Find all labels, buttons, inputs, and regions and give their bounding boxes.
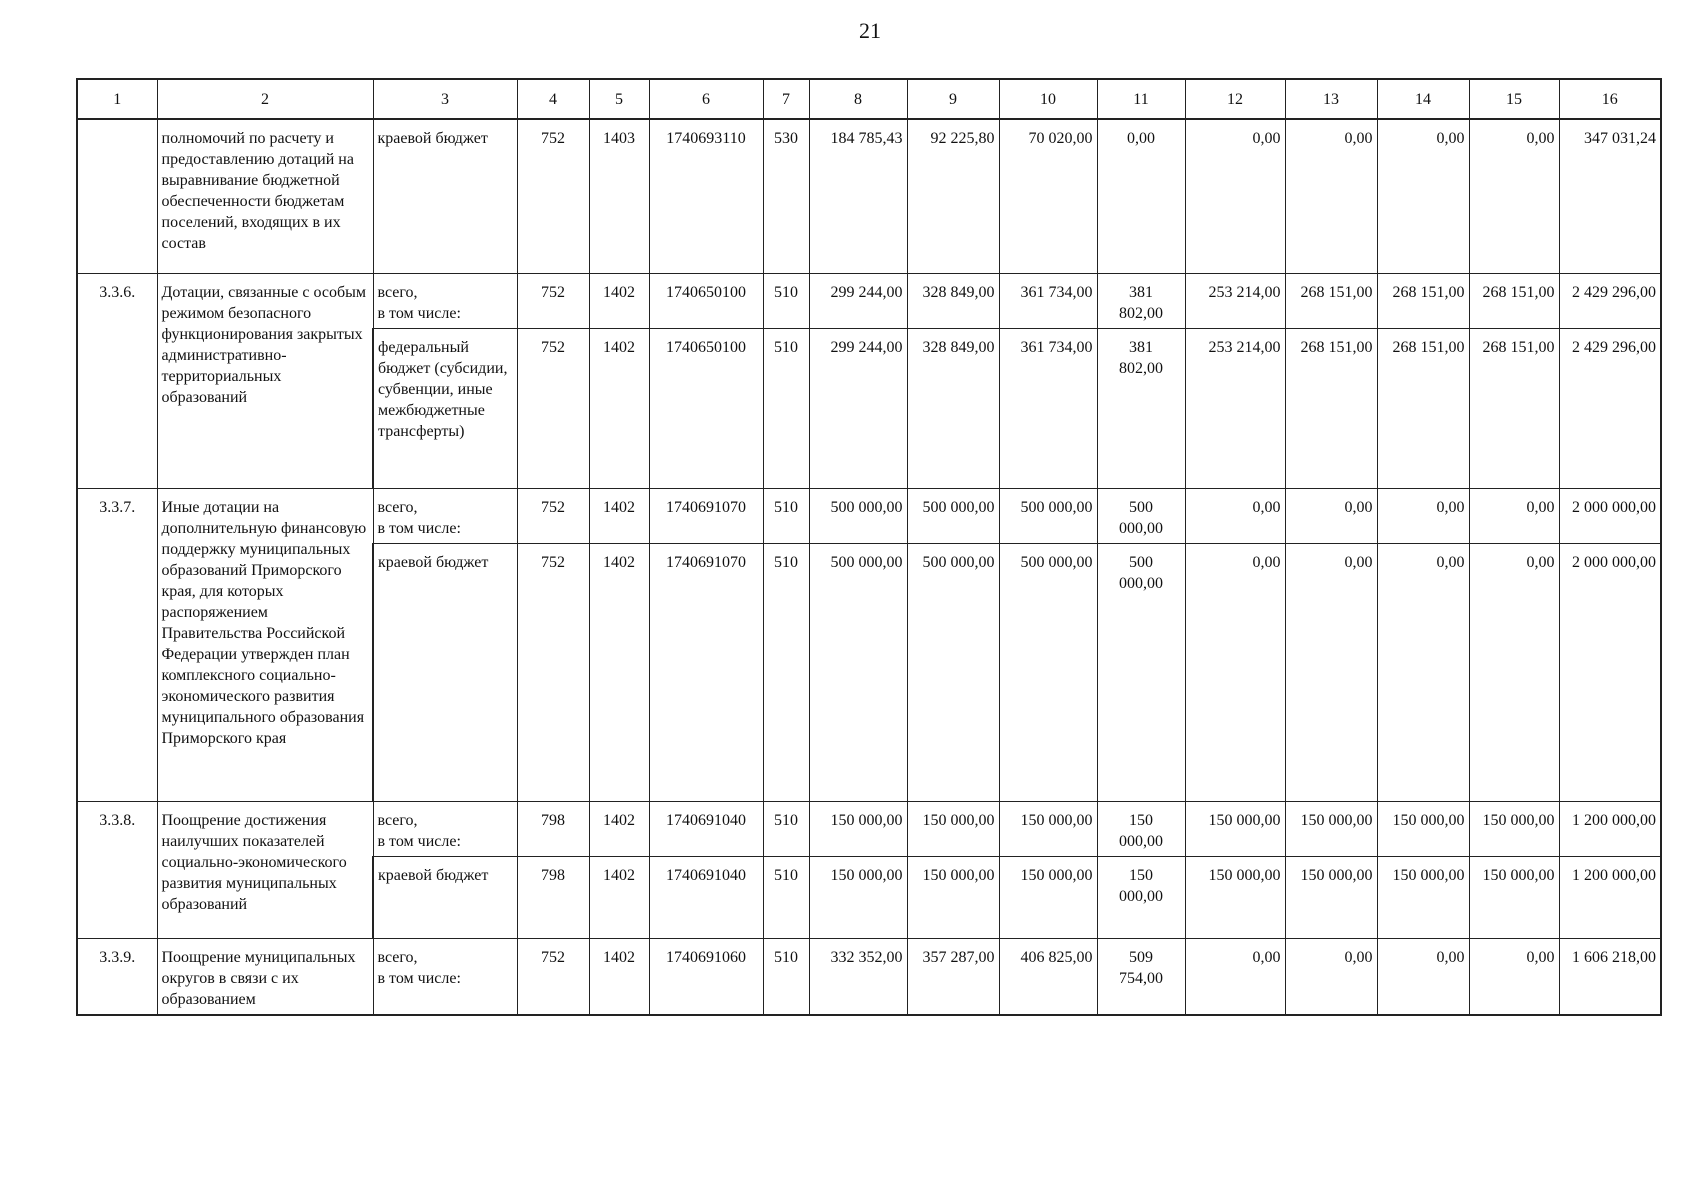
section-code: 1402 bbox=[589, 543, 649, 801]
amount-year-3: 150 000,00 bbox=[999, 856, 1097, 938]
amount-year-4: 500 000,00 bbox=[1097, 543, 1185, 801]
column-header: 1 bbox=[77, 79, 157, 119]
table-row bbox=[77, 119, 1661, 273]
column-header: 16 bbox=[1559, 79, 1661, 119]
grbs-code: 798 bbox=[517, 801, 589, 856]
amount-year-8: 268 151,00 bbox=[1469, 273, 1559, 328]
item-number: 3.3.9. bbox=[77, 938, 157, 1015]
page-number: 21 bbox=[859, 18, 881, 43]
expense-type-code: 510 bbox=[763, 488, 809, 543]
target-article-code: 1740691040 bbox=[649, 801, 763, 856]
amount-year-3: 150 000,00 bbox=[999, 801, 1097, 856]
expense-type-code: 510 bbox=[763, 328, 809, 488]
amount-year-5: 150 000,00 bbox=[1185, 801, 1285, 856]
amount-year-2: 357 287,00 bbox=[907, 938, 999, 1015]
grbs-code: 752 bbox=[517, 328, 589, 488]
funding-source: федеральный бюджет (субсидии, субвенции, иные межбюджетные трансферты) bbox=[373, 328, 517, 488]
expense-type-code: 510 bbox=[763, 273, 809, 328]
amount-year-4: 381 802,00 bbox=[1097, 328, 1185, 488]
amount-year-3: 406 825,00 bbox=[999, 938, 1097, 1015]
amount-total: 2 000 000,00 bbox=[1559, 543, 1661, 801]
target-article-code: 1740650100 bbox=[649, 328, 763, 488]
funding-source: всего, в том числе: bbox=[373, 801, 517, 856]
amount-year-5: 0,00 bbox=[1185, 119, 1285, 273]
amount-year-8: 150 000,00 bbox=[1469, 856, 1559, 938]
section-code: 1402 bbox=[589, 801, 649, 856]
amount-year-1: 332 352,00 bbox=[809, 938, 907, 1015]
amount-year-1: 299 244,00 bbox=[809, 328, 907, 488]
grbs-code: 752 bbox=[517, 273, 589, 328]
amount-year-2: 150 000,00 bbox=[907, 801, 999, 856]
amount-year-8: 268 151,00 bbox=[1469, 328, 1559, 488]
amount-total: 2 000 000,00 bbox=[1559, 488, 1661, 543]
funding-source: всего, в том числе: bbox=[373, 488, 517, 543]
grbs-code: 752 bbox=[517, 119, 589, 273]
column-header: 12 bbox=[1185, 79, 1285, 119]
column-header: 2 bbox=[157, 79, 373, 119]
expense-type-code: 510 bbox=[763, 801, 809, 856]
amount-year-6: 0,00 bbox=[1285, 543, 1377, 801]
item-description: Поощрение достижения наилучших показателей социально-экономического развития муниципальных образований bbox=[157, 801, 373, 938]
amount-year-3: 500 000,00 bbox=[999, 543, 1097, 801]
column-header: 15 bbox=[1469, 79, 1559, 119]
amount-year-7: 150 000,00 bbox=[1377, 801, 1469, 856]
amount-year-2: 150 000,00 bbox=[907, 856, 999, 938]
target-article-code: 1740691070 bbox=[649, 488, 763, 543]
amount-year-2: 328 849,00 bbox=[907, 273, 999, 328]
amount-year-4: 150 000,00 bbox=[1097, 801, 1185, 856]
amount-year-6: 268 151,00 bbox=[1285, 328, 1377, 488]
amount-year-7: 0,00 bbox=[1377, 488, 1469, 543]
funding-source: краевой бюджет bbox=[373, 856, 517, 938]
amount-year-2: 92 225,80 bbox=[907, 119, 999, 273]
amount-year-5: 150 000,00 bbox=[1185, 856, 1285, 938]
amount-year-5: 0,00 bbox=[1185, 543, 1285, 801]
section-code: 1402 bbox=[589, 938, 649, 1015]
amount-year-1: 500 000,00 bbox=[809, 543, 907, 801]
amount-year-4: 381 802,00 bbox=[1097, 273, 1185, 328]
column-header: 4 bbox=[517, 79, 589, 119]
section-code: 1402 bbox=[589, 328, 649, 488]
column-header: 8 bbox=[809, 79, 907, 119]
table-row bbox=[77, 488, 1661, 543]
table-row bbox=[77, 938, 1661, 1015]
amount-year-1: 184 785,43 bbox=[809, 119, 907, 273]
amount-total: 347 031,24 bbox=[1559, 119, 1661, 273]
section-code: 1402 bbox=[589, 273, 649, 328]
item-number: 3.3.6. bbox=[77, 273, 157, 488]
column-header: 13 bbox=[1285, 79, 1377, 119]
amount-year-4: 150 000,00 bbox=[1097, 856, 1185, 938]
amount-year-3: 361 734,00 bbox=[999, 328, 1097, 488]
grbs-code: 752 bbox=[517, 938, 589, 1015]
amount-total: 1 606 218,00 bbox=[1559, 938, 1661, 1015]
table-body bbox=[77, 119, 1661, 1015]
expense-type-code: 510 bbox=[763, 938, 809, 1015]
amount-year-6: 150 000,00 bbox=[1285, 856, 1377, 938]
column-header: 5 bbox=[589, 79, 649, 119]
amount-year-1: 150 000,00 bbox=[809, 801, 907, 856]
amount-year-4: 0,00 bbox=[1097, 119, 1185, 273]
item-number: 3.3.8. bbox=[77, 801, 157, 938]
amount-total: 2 429 296,00 bbox=[1559, 328, 1661, 488]
grbs-code: 798 bbox=[517, 856, 589, 938]
target-article-code: 1740691060 bbox=[649, 938, 763, 1015]
column-header: 11 bbox=[1097, 79, 1185, 119]
amount-year-5: 253 214,00 bbox=[1185, 328, 1285, 488]
amount-year-3: 500 000,00 bbox=[999, 488, 1097, 543]
expense-type-code: 510 bbox=[763, 856, 809, 938]
column-header: 3 bbox=[373, 79, 517, 119]
amount-year-2: 500 000,00 bbox=[907, 543, 999, 801]
amount-year-4: 509 754,00 bbox=[1097, 938, 1185, 1015]
amount-year-8: 0,00 bbox=[1469, 488, 1559, 543]
column-number-row bbox=[77, 79, 1661, 119]
amount-year-6: 0,00 bbox=[1285, 119, 1377, 273]
budget-table bbox=[76, 78, 1662, 1016]
item-number bbox=[77, 119, 157, 273]
target-article-code: 1740691070 bbox=[649, 543, 763, 801]
section-code: 1402 bbox=[589, 488, 649, 543]
amount-year-7: 0,00 bbox=[1377, 543, 1469, 801]
amount-year-3: 70 020,00 bbox=[999, 119, 1097, 273]
amount-year-4: 500 000,00 bbox=[1097, 488, 1185, 543]
amount-year-5: 253 214,00 bbox=[1185, 273, 1285, 328]
amount-year-6: 0,00 bbox=[1285, 488, 1377, 543]
column-header: 14 bbox=[1377, 79, 1469, 119]
amount-year-5: 0,00 bbox=[1185, 488, 1285, 543]
amount-total: 1 200 000,00 bbox=[1559, 856, 1661, 938]
section-code: 1402 bbox=[589, 856, 649, 938]
column-header: 7 bbox=[763, 79, 809, 119]
amount-total: 2 429 296,00 bbox=[1559, 273, 1661, 328]
amount-year-7: 0,00 bbox=[1377, 938, 1469, 1015]
amount-year-8: 0,00 bbox=[1469, 119, 1559, 273]
target-article-code: 1740693110 bbox=[649, 119, 763, 273]
amount-year-1: 500 000,00 bbox=[809, 488, 907, 543]
target-article-code: 1740691040 bbox=[649, 856, 763, 938]
amount-year-8: 150 000,00 bbox=[1469, 801, 1559, 856]
column-header: 9 bbox=[907, 79, 999, 119]
expense-type-code: 530 bbox=[763, 119, 809, 273]
table-row bbox=[77, 273, 1661, 328]
amount-year-1: 299 244,00 bbox=[809, 273, 907, 328]
funding-source: всего, в том числе: bbox=[373, 273, 517, 328]
amount-year-8: 0,00 bbox=[1469, 938, 1559, 1015]
table-row bbox=[77, 801, 1661, 856]
column-header: 10 bbox=[999, 79, 1097, 119]
expense-type-code: 510 bbox=[763, 543, 809, 801]
column-header: 6 bbox=[649, 79, 763, 119]
target-article-code: 1740650100 bbox=[649, 273, 763, 328]
item-description: полномочий по расчету и предоставлению дотаций на выравнивание бюджетной обеспеченности бюджетам поселений, входящих в их состав bbox=[157, 119, 373, 273]
amount-year-6: 268 151,00 bbox=[1285, 273, 1377, 328]
amount-year-1: 150 000,00 bbox=[809, 856, 907, 938]
item-description: Дотации, связанные с особым режимом безопасного функционирования закрытых административно-территориальных образований bbox=[157, 273, 373, 488]
amount-year-7: 268 151,00 bbox=[1377, 273, 1469, 328]
amount-total: 1 200 000,00 bbox=[1559, 801, 1661, 856]
section-code: 1403 bbox=[589, 119, 649, 273]
item-number: 3.3.7. bbox=[77, 488, 157, 801]
grbs-code: 752 bbox=[517, 488, 589, 543]
amount-year-2: 328 849,00 bbox=[907, 328, 999, 488]
amount-year-7: 150 000,00 bbox=[1377, 856, 1469, 938]
funding-source: краевой бюджет bbox=[373, 543, 517, 801]
amount-year-6: 0,00 bbox=[1285, 938, 1377, 1015]
amount-year-3: 361 734,00 bbox=[999, 273, 1097, 328]
amount-year-5: 0,00 bbox=[1185, 938, 1285, 1015]
funding-source: всего, в том числе: bbox=[373, 938, 517, 1015]
amount-year-6: 150 000,00 bbox=[1285, 801, 1377, 856]
amount-year-7: 268 151,00 bbox=[1377, 328, 1469, 488]
grbs-code: 752 bbox=[517, 543, 589, 801]
funding-source: краевой бюджет bbox=[373, 119, 517, 273]
amount-year-8: 0,00 bbox=[1469, 543, 1559, 801]
amount-year-7: 0,00 bbox=[1377, 119, 1469, 273]
item-description: Поощрение муниципальных округов в связи с их образованием bbox=[157, 938, 373, 1015]
amount-year-2: 500 000,00 bbox=[907, 488, 999, 543]
item-description: Иные дотации на дополнительную финансовую поддержку муниципальных образований Приморского края, для которых распоряжением Правительства Российской Федерации утвержден план комплексного социально-экономического развития муниципального образования Приморского края bbox=[157, 488, 373, 801]
